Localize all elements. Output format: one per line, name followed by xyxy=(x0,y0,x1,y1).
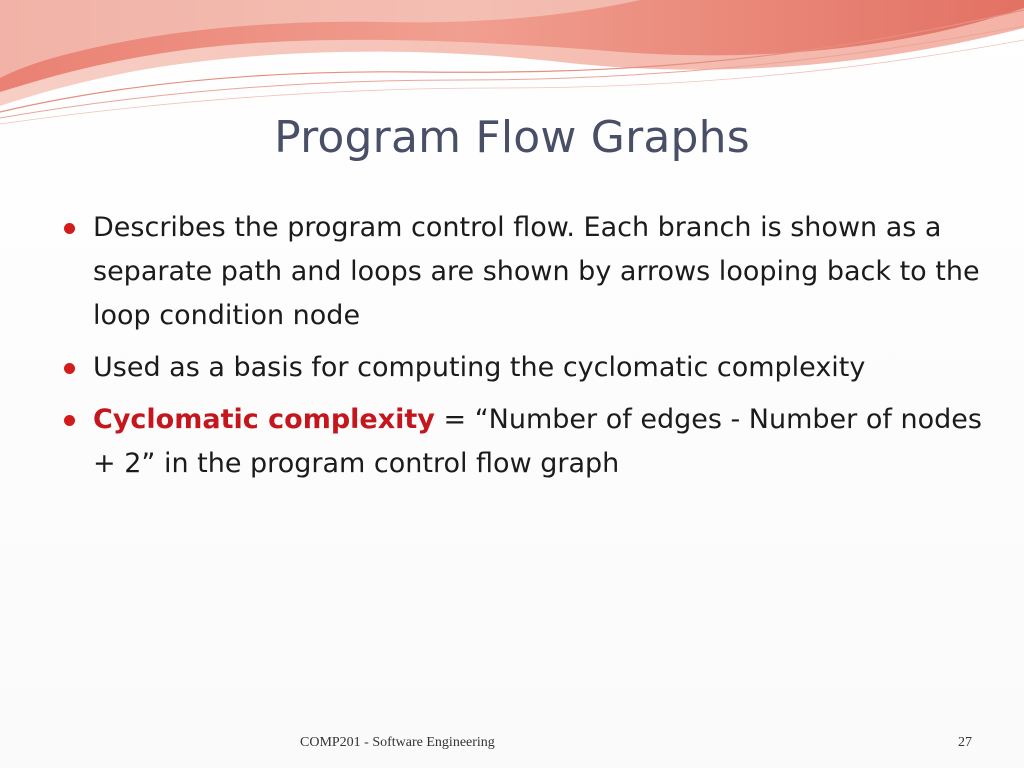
bullet-item-3 xyxy=(62,398,982,486)
bullet-icon xyxy=(64,363,75,374)
bullet-list xyxy=(62,206,982,494)
bullet-text: Describes the program control flow. Each branch is shown as a separate path and loops are shown by arrows looping back to the loop condition node xyxy=(93,212,980,331)
bullet-text: = “Number of edges - Number of nodes + 2” in the program control flow graph xyxy=(93,404,982,479)
bullet-icon xyxy=(64,415,75,426)
footer-course-label: COMP201 - Software Engineering xyxy=(300,735,495,750)
bullet-item-1 xyxy=(62,206,982,338)
bullet-icon xyxy=(64,223,75,234)
bullet-emphasis: Cyclomatic complexity xyxy=(93,404,435,435)
slide-title: Program Flow Graphs xyxy=(274,112,750,163)
bullet-text: Used as a basis for computing the cyclomatic complexity xyxy=(93,352,866,383)
slide-number: 27 xyxy=(958,735,972,750)
bullet-item-2 xyxy=(62,346,982,390)
